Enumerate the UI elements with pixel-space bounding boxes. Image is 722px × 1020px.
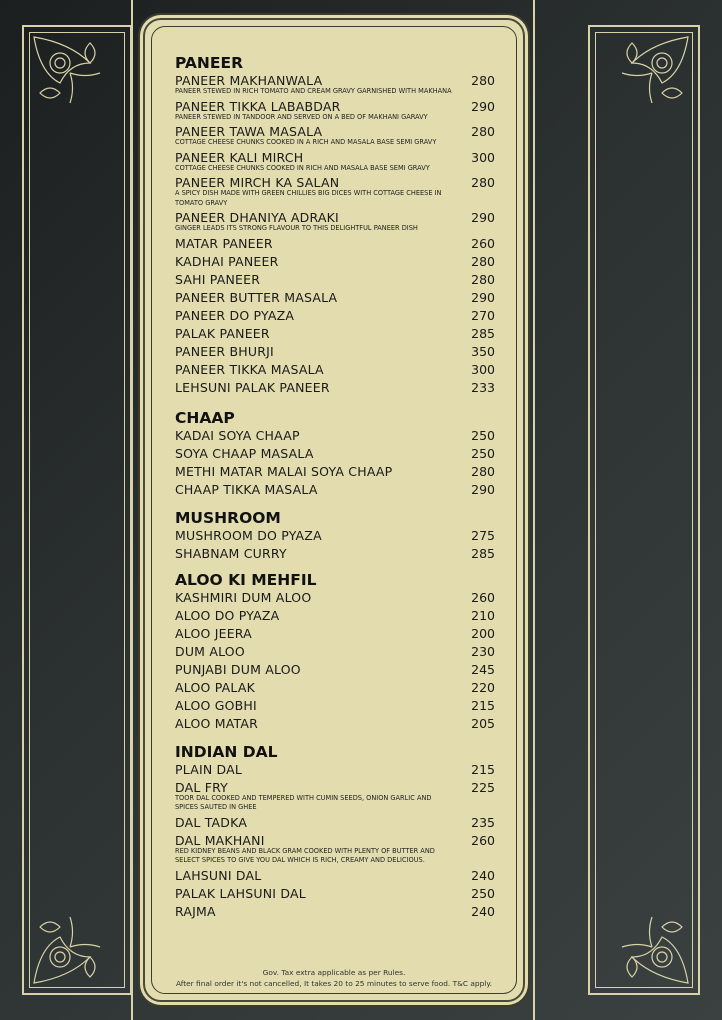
menu-item-price: 285 [471,325,495,341]
menu-item [175,361,495,379]
menu-item-price: 225 [471,779,495,795]
menu-item-name: PANEER BUTTER MASALA [175,289,338,305]
menu-item-price: 280 [471,253,495,269]
mandala-corner-icon [30,33,116,119]
menu-item-price: 280 [471,463,495,479]
menu-item-description: COTTAGE CHEESE CHUNKS COOKED IN RICH AND MASALA BASE SEMI GRAVY [175,163,430,172]
section-title: PANEER [175,54,244,72]
menu-item [175,427,495,445]
menu-item-name: METHI MATAR MALAI SOYA CHAAP [175,463,393,479]
menu-item-price: 290 [471,210,495,225]
menu-item-name: LAHSUNI DAL [175,867,262,883]
menu-item-name: DAL TADKA [175,814,248,830]
mandala-corner-icon [30,901,116,987]
section-title: MUSHROOM [175,508,281,527]
menu-item [175,679,495,697]
left-decor-panel [22,25,132,995]
menu-item-price: 280 [471,271,495,287]
menu-item [175,867,495,885]
menu-item [175,814,495,832]
menu-item-description: RED KIDNEY BEANS AND BLACK GRAM COOKED WITH PLENTY OF BUTTER AND SELECT SPICES TO GIVE YOU DAL WHICH IS RICH, CREAMY AND DELICIOUS. [175,846,435,864]
menu-item-description: PANEER STEWED IN TANDOOR AND SERVED ON A BED OF MAKHANI GARAVY [175,112,428,121]
frame-line-left [131,0,133,1020]
menu-item-price: 250 [471,885,495,901]
mandala-corner-icon [606,33,692,119]
menu-item-name: CHAAP TIKKA MASALA [175,481,318,497]
menu-item-price: 200 [471,625,495,641]
menu-item [175,481,495,499]
menu-item-price: 270 [471,307,495,323]
menu-item-price: 290 [471,289,495,305]
menu-item-name: PANEER TIKKA LABABDAR [175,98,341,114]
section-title: ALOO KI MEHFIL [175,570,317,589]
menu-item-name: SHABNAM CURRY [175,545,287,561]
menu-item-price: 285 [471,545,495,561]
menu-item-name: ALOO MATAR [175,715,258,731]
section-title: INDIAN DAL [175,742,278,761]
menu-item [175,903,495,921]
menu-item [175,235,495,253]
menu-item [175,445,495,463]
menu-item-price: 240 [471,903,495,919]
menu-item-name: KADAI SOYA CHAAP [175,427,300,443]
menu-item-name: DAL MAKHANI [175,832,265,848]
menu-item [175,607,495,625]
menu-item [175,625,495,643]
footer-tax-note: Gov. Tax extra applicable as per Rules. [262,968,406,977]
menu-item-description: PANEER STEWED IN RICH TOMATO AND CREAM GRAVY GARNISHED WITH MAKHANA [175,87,452,95]
menu-section [175,571,495,733]
menu-item [175,289,495,307]
menu-item [175,527,495,545]
menu-item-name: SAHI PANEER [175,271,261,287]
menu-item-name: KADHAI PANEER [175,253,279,269]
menu-item-description: GINGER LEADS ITS STRONG FLAVOUR TO THIS DELIGHTFUL PANEER DISH [175,224,418,232]
menu-item-price: 205 [471,715,495,731]
menu-item [175,325,495,343]
menu-item-price: 235 [471,814,495,830]
menu-item-name: RAJMA [175,903,216,919]
frame-line-right [533,0,535,1020]
menu-item [175,379,495,397]
menu-item-price: 210 [471,607,495,623]
menu-item-name: PANEER MAKHANWALA [175,73,323,88]
menu-item-name: MATAR PANEER [175,235,273,251]
menu-item-price: 230 [471,643,495,659]
menu-item-name: PANEER TIKKA MASALA [175,361,324,377]
menu-item-price: 245 [471,661,495,677]
menu-item-price: 260 [471,235,495,251]
menu-item-name: PANEER TAWA MASALA [175,124,323,139]
menu-item-name: DUM ALOO [175,643,245,659]
menu-item [175,761,495,779]
menu-item [175,697,495,715]
menu-item-name: PANEER KALI MIRCH [175,149,304,165]
menu-item-name: MUSHROOM DO PYAZA [175,527,322,543]
menu-item-name: ALOO PALAK [175,679,256,695]
menu-item-name: PANEER MIRCH KA SALAN [175,175,340,190]
menu-content [175,54,495,921]
menu-item [175,307,495,325]
footer-order-note: After final order it's not cancelled, It takes 20 to 25 minutes to serve food. T&C apply. [175,978,493,988]
menu-item [175,271,495,289]
section-title: CHAAP [175,408,235,427]
menu-item-price: 260 [471,832,495,848]
menu-item-name: PANEER DHANIYA ADRAKI [175,210,339,225]
right-decor-panel [588,25,700,995]
menu-item-name: PALAK LAHSUNI DAL [175,885,306,901]
menu-item-name: PANEER BHURJI [175,343,274,359]
menu-item-description: TOOR DAL COOKED AND TEMPERED WITH CUMIN SEEDS, ONION GARLIC AND SPICES SAUTED IN GHEE [175,793,432,811]
menu-item [175,343,495,361]
menu-item-price: 280 [471,73,495,88]
menu-section [175,509,495,563]
menu-item-name: KASHMIRI DUM ALOO [175,589,312,605]
menu-item-price: 240 [471,867,495,883]
menu-item-price: 220 [471,679,495,695]
menu-item-name: PUNJABI DUM ALOO [175,661,301,677]
menu-item-price: 233 [471,379,495,395]
menu-item [175,885,495,903]
menu-item-description: A SPICY DISH MADE WITH GREEN CHILLIES BIG DICES WITH COTTAGE CHEESE IN TOMATO GRAVY [175,189,442,207]
menu-item-name: LEHSUNI PALAK PANEER [175,379,330,395]
menu-item [175,545,495,563]
menu-item-price: 275 [471,527,495,543]
right-panel-inner-border [595,32,693,988]
menu-card [143,18,525,1002]
menu-item-price: 290 [471,481,495,497]
menu-item-price: 300 [471,361,495,377]
menu-item [175,643,495,661]
menu-item-name: SOYA CHAAP MASALA [175,445,314,461]
menu-item-name: ALOO DO PYAZA [175,607,280,623]
menu-section [175,409,495,499]
menu-item-price: 260 [471,589,495,605]
menu-item-price: 250 [471,445,495,461]
menu-section [175,743,495,921]
menu-item-name: ALOO GOBHI [175,697,257,713]
menu-item-price: 350 [471,343,495,359]
menu-item-price: 250 [471,427,495,443]
menu-item [175,661,495,679]
menu-item-price: 215 [471,697,495,713]
menu-section [175,54,495,397]
menu-item-price: 215 [471,761,495,777]
menu-item-name: PALAK PANEER [175,325,270,341]
menu-item-name: DAL FRY [175,779,229,795]
menu-item-price: 280 [471,175,495,190]
menu-item-name: PLAIN DAL [175,761,243,777]
menu-item-price: 290 [471,98,495,114]
menu-item-price: 280 [471,124,495,139]
menu-item [175,463,495,481]
menu-item-price: 300 [471,149,495,165]
mandala-corner-icon [606,901,692,987]
menu-footer [145,968,523,989]
menu-item-name: ALOO JEERA [175,625,252,641]
menu-item-name: PANEER DO PYAZA [175,307,295,323]
menu-item [175,589,495,607]
left-panel-inner-border [29,32,125,988]
menu-item [175,715,495,733]
menu-item [175,253,495,271]
menu-item-description: COTTAGE CHEESE CHUNKS COOKED IN A RICH AND MASALA BASE SEMI GRAVY [175,138,437,146]
